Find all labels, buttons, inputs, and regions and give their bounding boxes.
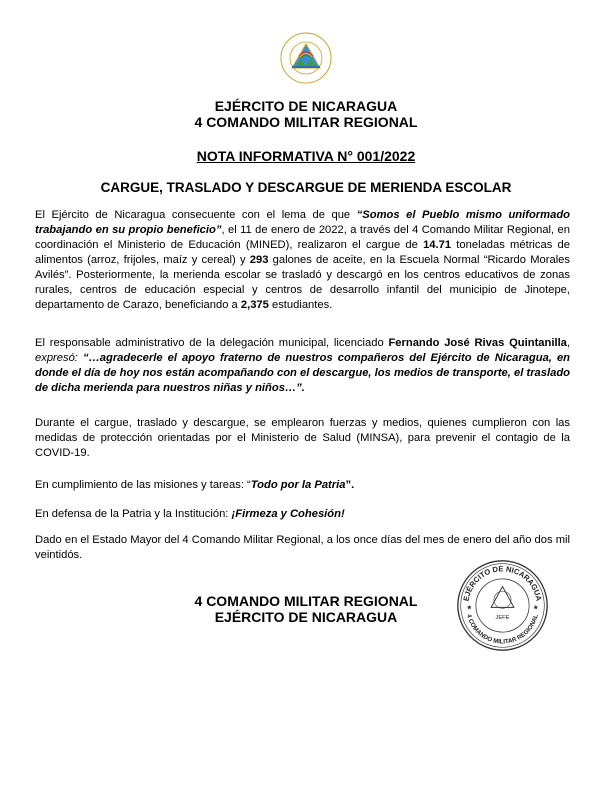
p1-text-c: toneladas métricas de alimentos (arroz, frijoles, maíz y cereal) y — [35, 239, 570, 266]
p2-text-a: El responsable administrativo de la delegación municipal, licenciado — [35, 337, 389, 349]
org-line-1: EJÉRCITO DE NICARAGUA — [214, 98, 398, 114]
p4-text-a: En cumplimiento de las misiones y tareas: “ — [35, 479, 251, 491]
stamp-text-top: EJÉRCITO DE NICARAGUA — [461, 564, 544, 602]
p5-text-a: En defensa de la Patria y la Institución: — [35, 508, 232, 520]
signature-line-1: 4 COMANDO MILITAR REGIONAL — [194, 593, 418, 609]
org-line-2: 4 COMANDO MILITAR REGIONAL — [194, 114, 418, 130]
nota-number: NOTA INFORMATIVA N° 001/2022 — [196, 148, 416, 164]
p1-gallons: 293 — [249, 254, 269, 266]
p5-motto: ¡Firmeza y Cohesión! — [231, 508, 345, 520]
p1-students: 2,375 — [240, 299, 269, 311]
paragraph-1 — [35, 208, 570, 313]
stamp-center-label: JEFE — [495, 614, 510, 621]
p2-quote: “…agradecerle el apoyo fraterno de nuestros compañeros del Ejército de Nicaragua, en donde el día de hoy nos están acompañando con el descargue, los medios de transporte, el traslado de dicha merienda para nuestros niñas y niños…”. — [35, 352, 570, 394]
p1-text-a: El Ejército de Nicaragua consecuente con el lema de que — [35, 209, 357, 221]
paragraph-5 — [35, 507, 570, 522]
p2-text-b: , — [566, 337, 571, 349]
p2-name: Fernando José Rivas Quintanilla — [388, 337, 567, 349]
svg-text:EJÉRCITO DE NICARAGUA — [462, 564, 544, 602]
paragraph-4 — [35, 478, 570, 493]
official-stamp-icon — [455, 558, 550, 653]
p4-text-b: ”. — [345, 479, 355, 491]
paragraph-3: Durante el cargue, traslado y descargue, se emplearon fuerzas y medios, quienes cumplieron con las medidas de protección orientadas por el Ministerio de Salud (MINSA), para prevenir el contagio de la COVID-19. — [35, 417, 570, 459]
p4-motto: Todo por la Patria — [250, 479, 346, 491]
paragraph-2 — [35, 336, 570, 396]
p2-said: expresó: — [35, 352, 78, 364]
svg-text:★: ★ — [532, 604, 539, 612]
paragraph-6: Dado en el Estado Mayor del 4 Comando Militar Regional, a los once días del mes de enero del año dos mil veintidós. — [35, 534, 570, 561]
document-title: CARGUE, TRASLADO Y DESCARGUE DE MERIENDA ESCOLAR — [100, 180, 512, 195]
stamp-text-bottom: 4 COMANDO MILITAR REGIONAL — [465, 613, 540, 646]
signature-line-2: EJÉRCITO DE NICARAGUA — [214, 609, 398, 625]
nicaragua-coat-of-arms-icon — [270, 30, 342, 86]
p1-tons: 14.71 — [423, 239, 452, 251]
p1-text-d: galones de aceite, en la Escuela Normal “Ricardo Morales Avilés”. Posteriormente, la merienda escolar se trasladó y descargó en los centros educativos de zonas rurales, centros de educación especial y centros de desarrollo infantil del municipio de Jinotepe, departamento de Carazo, beneficiando a — [35, 254, 570, 311]
svg-text:★: ★ — [466, 604, 473, 612]
p1-quote: “Somos el Pueblo mismo uniformado trabajando en su propio beneficio” — [35, 209, 570, 236]
organization-header — [0, 98, 612, 130]
p1-text-e: estudiantes. — [268, 299, 333, 311]
p1-text-b: , el 11 de enero de 2022, a través del 4 Comando Militar Regional, en coordinación el Ministerio de Educación (MINED), realizaron el cargue de — [35, 224, 571, 251]
